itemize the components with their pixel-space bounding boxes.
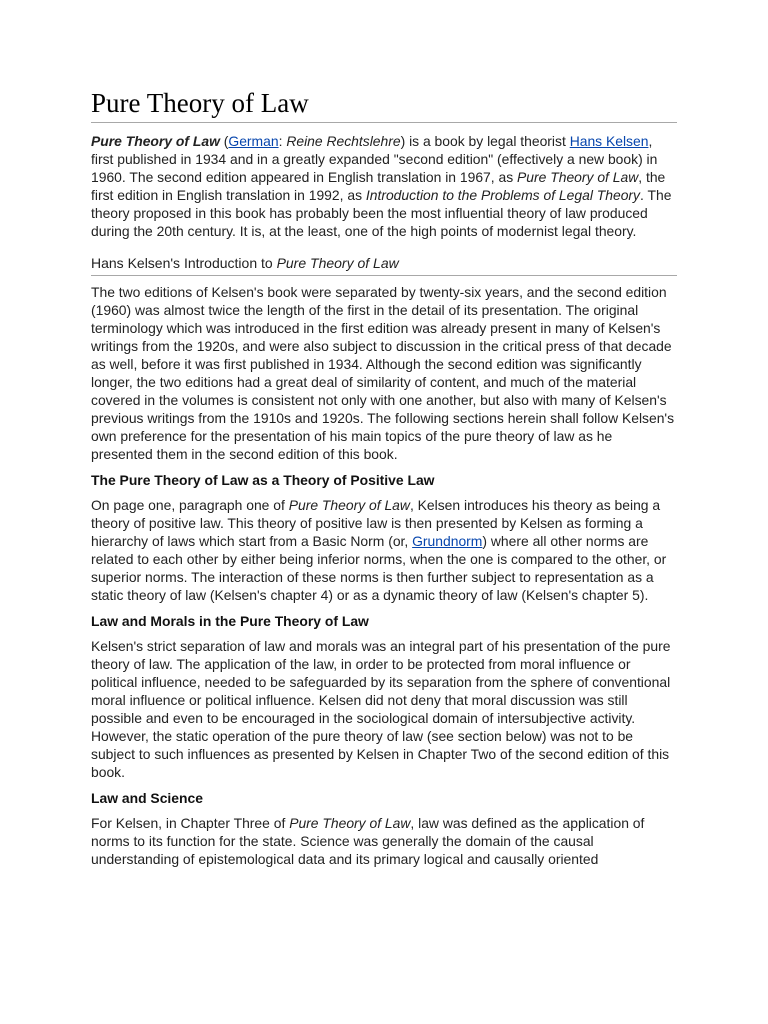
german-title: Reine Rechtslehre bbox=[286, 133, 401, 149]
para-text: , Kelsen introduces his theory as being a theory of positive law. This theory of positive law is then presented by Kelsen as forming a hierarchy of laws which start from a Basic Norm (or, bbox=[91, 497, 661, 549]
article-body bbox=[91, 86, 677, 868]
section-heading-italic: Pure Theory of Law bbox=[276, 255, 399, 271]
section-heading-text: Hans Kelsen's Introduction to bbox=[91, 255, 277, 271]
intro-text: . The theory proposed in this book has probably been the most influential theory of law produced during the 20th century. It is, at the least, one of the high points of modernist legal theory. bbox=[91, 187, 672, 239]
subsection-paragraph-law-morals: Kelsen's strict separation of law and morals was an integral part of his presentation of the pure theory of law. The application of the law, in order to be protected from moral influence or political influence, needed to be safeguarded by its separation from the sphere of conventional moral influence or political influence. Kelsen did not deny that moral discussion was still possible and even to be encouraged in the sociological domain of intersubjective activity. However, the static operation of the pure theory of law (see section below) was not to be subject to such influences as presented by Kelsen in Chapter Two of the second edition of this book. bbox=[91, 638, 671, 780]
subsection-heading-law-morals: Law and Morals in the Pure Theory of Law bbox=[91, 613, 369, 629]
intro-text: ) is a book by legal theorist bbox=[400, 133, 570, 149]
subsection-heading-positive-law: The Pure Theory of Law as a Theory of Positive Law bbox=[91, 472, 435, 488]
link-hans-kelsen[interactable]: Hans Kelsen bbox=[569, 133, 649, 149]
link-german[interactable]: German bbox=[228, 133, 279, 149]
intro-italic-title: Pure Theory of Law bbox=[517, 169, 639, 185]
page-title: Pure Theory of Law bbox=[91, 86, 677, 123]
intro-text: : bbox=[278, 133, 287, 149]
para-italic: Pure Theory of Law bbox=[289, 815, 411, 831]
intro-text: ( bbox=[219, 133, 229, 149]
subsection-paragraph-law-science bbox=[91, 814, 677, 868]
intro-text: , first published in 1934 and in a greatly expanded "second edition" (effectively a new book) in 1960. The second edition appeared in English translation in 1967, as bbox=[91, 133, 658, 185]
para-text: , law was defined as the application of norms to its function for the state. Science was generally the domain of the causal understanding of epistemological data and its primary logical and causally oriented bbox=[91, 815, 645, 867]
subsection-heading-law-science: Law and Science bbox=[91, 790, 203, 806]
section-heading bbox=[91, 254, 677, 276]
intro-text: , the first edition in English translation in 1992, as bbox=[91, 169, 666, 203]
link-grundnorm[interactable]: Grundnorm bbox=[412, 533, 483, 549]
para-text: ) where all other norms are related to each other by either being inferior norms, when the one is compared to the other, or superior norms. The interaction of these norms is then further subject to representation as a static theory of law (Kelsen's chapter 4) or as a dynamic theory of law (Kelsen's chapter 5). bbox=[91, 533, 667, 603]
intro-paragraph bbox=[91, 132, 677, 240]
para-italic: Pure Theory of Law bbox=[288, 497, 410, 513]
section-paragraph: The two editions of Kelsen's book were separated by twenty-six years, and the second edition (1960) was almost twice the length of the first in the detail of its presentation. The original terminology which was introduced in the first edition was already present in many of Kelsen's writings from the 1920s, and were also subject to discussion in the critical press of that decade as well, before it was first published in 1934. Although the second edition was significantly longer, the two editions had a great deal of similarity of content, and much of the material covered in the volumes is consistent not only with one another, but also with many of Kelsen's previous writings from the 1910s and 1920s. The following sections herein shall follow Kelsen's own preference for the presentation of his main topics of the pure theory of law as he presented them in the second edition of this book. bbox=[91, 284, 675, 462]
subsection-paragraph-positive-law bbox=[91, 496, 677, 604]
intro-italic-title-2: Introduction to the Problems of Legal Theory bbox=[365, 187, 641, 203]
para-text: On page one, paragraph one of bbox=[91, 497, 289, 513]
para-text: For Kelsen, in Chapter Three of bbox=[91, 815, 290, 831]
intro-bold-title: Pure Theory of Law bbox=[91, 133, 220, 149]
